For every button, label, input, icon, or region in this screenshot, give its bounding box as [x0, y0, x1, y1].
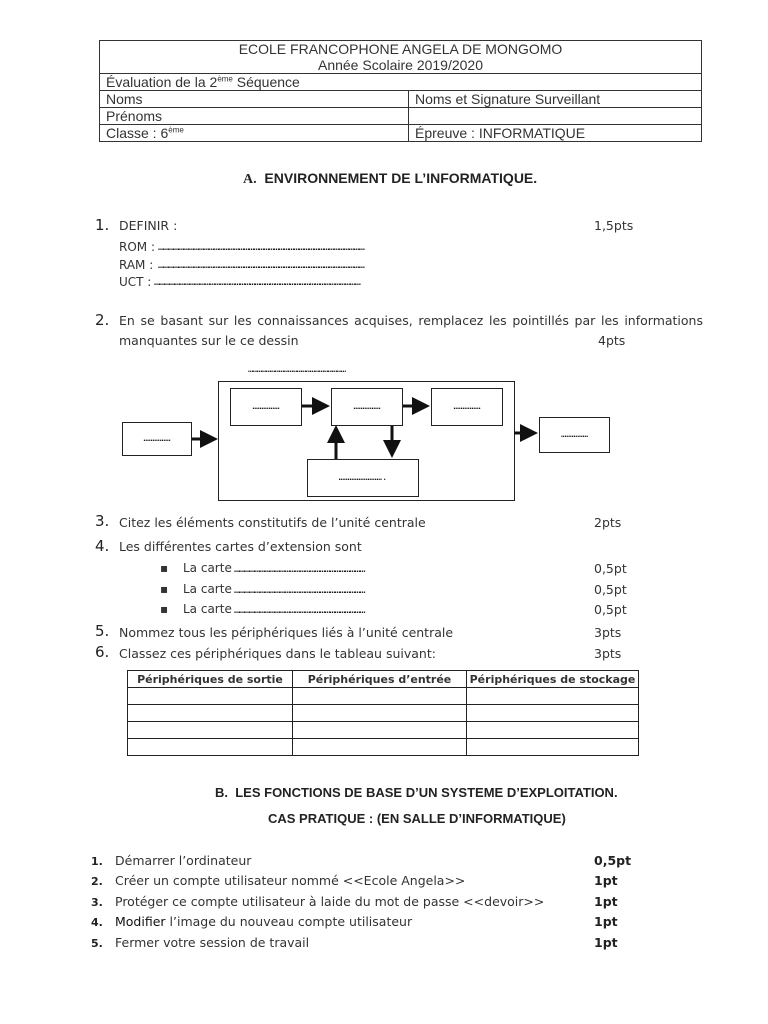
- ram-dots: ……………………………………………………………………………………………………………: [158, 260, 364, 271]
- task-2-text: Créer un compte utilisateur nommé <<Ecole Angela>>: [115, 873, 466, 888]
- task-1-text: Démarrer l’ordinateur: [115, 853, 252, 868]
- table-cell[interactable]: [293, 722, 467, 739]
- card-2-dots: ……………………………………………………………………: [234, 585, 365, 596]
- memory-box: …………………….: [307, 459, 419, 497]
- q3-points: 2pts: [594, 515, 622, 530]
- card-2-label: La carte: [183, 582, 232, 596]
- table-header-row: [128, 671, 639, 688]
- task-4-points: 1pt: [594, 914, 618, 929]
- card-1-dots: ……………………………………………………………………: [234, 564, 365, 575]
- classe-sup: ème: [168, 125, 184, 135]
- bullet-1: ▪: [160, 561, 169, 575]
- epreuve-label: Épreuve : INFORMATIQUE: [415, 125, 586, 141]
- q5-number: 5.: [95, 622, 110, 640]
- task-4-verb: Modifier: [115, 914, 166, 929]
- q5-text: Nommez tous les périphériques liés à l’unité centrale: [119, 625, 454, 640]
- q6-text: Classez ces périphériques dans le tableau suivant:: [119, 646, 436, 661]
- surveillant-label: Noms et Signature Surveillant: [415, 91, 601, 107]
- diagram-top-label: …………………………………………………………: [248, 365, 346, 375]
- task-3-number: 3.: [91, 896, 103, 909]
- task-2-number: 2.: [91, 875, 103, 888]
- table-cell[interactable]: [293, 739, 467, 756]
- section-b-subtitle: CAS PRATIQUE : (EN SALLE D’INFORMATIQUE): [268, 811, 566, 826]
- evaluation-sup: ème: [217, 74, 233, 84]
- table-cell[interactable]: [467, 739, 639, 756]
- table-cell[interactable]: [467, 722, 639, 739]
- card-2-points: 0,5pt: [594, 582, 627, 597]
- q1-number: 1.: [95, 216, 110, 234]
- card-3-points: 0,5pt: [594, 602, 627, 617]
- q6-points: 3pts: [594, 646, 622, 661]
- input-box: ……………: [122, 422, 192, 456]
- evaluation-suffix: Séquence: [232, 74, 300, 90]
- q3-number: 3.: [95, 512, 110, 530]
- task-5-text: Fermer votre session de travail: [115, 935, 310, 950]
- section-b-letter: B.: [215, 785, 228, 800]
- peripherals-table: [127, 670, 639, 756]
- q2-number: 2.: [95, 311, 110, 329]
- q2-line2: manquantes sur le ce dessin: [119, 333, 299, 348]
- section-a-letter: A.: [243, 172, 257, 187]
- section-a-title: ENVIRONNEMENT DE L’INFORMATIQUE.: [264, 170, 538, 186]
- table-row: [128, 705, 639, 722]
- header-output: Périphériques de sortie: [128, 671, 293, 688]
- output-box: ……………: [539, 417, 610, 453]
- section-b-heading: [215, 785, 618, 800]
- ram-label: RAM :: [119, 258, 154, 272]
- q5-points: 3pts: [594, 625, 622, 640]
- table-cell[interactable]: [128, 739, 293, 756]
- q2-line1: En se basant sur les connaissances acquises, remplacez les pointillés par les informations: [119, 313, 703, 328]
- card-1-points: 0,5pt: [594, 561, 627, 576]
- q6-number: 6.: [95, 643, 110, 661]
- task-1-number: 1.: [91, 855, 103, 868]
- task-5-number: 5.: [91, 937, 103, 950]
- noms-label: Noms: [106, 91, 143, 107]
- task-4-number: 4.: [91, 916, 103, 929]
- table-row: [128, 739, 639, 756]
- q1-text: DEFINIR :: [119, 218, 178, 233]
- q1-points: 1,5pts: [594, 218, 634, 233]
- prenoms-label: Prénoms: [106, 108, 163, 124]
- uct-label: UCT :: [119, 275, 152, 289]
- q2-points: 4pts: [598, 333, 626, 348]
- classe-label: Classe : 6: [106, 125, 169, 141]
- header-input: Périphériques d’entrée: [293, 671, 467, 688]
- task-5-points: 1pt: [594, 935, 618, 950]
- q3-text: Citez les éléments constitutifs de l’unité centrale: [119, 515, 426, 530]
- table-cell[interactable]: [467, 688, 639, 705]
- q4-number: 4.: [95, 537, 110, 555]
- rom-label: ROM :: [119, 240, 155, 254]
- uct-dots: ……………………………………………………………………………………………………………: [154, 277, 360, 288]
- task-1-points: 0,5pt: [594, 853, 632, 868]
- table-row: [128, 688, 639, 705]
- card-1-label: La carte: [183, 561, 232, 575]
- card-3-label: La carte: [183, 602, 232, 616]
- table-cell[interactable]: [293, 705, 467, 722]
- box-3: ……………: [431, 388, 503, 426]
- bullet-3: ▪: [160, 602, 169, 616]
- school-year: Année Scolaire 2019/2020: [317, 57, 484, 73]
- table-cell[interactable]: [128, 722, 293, 739]
- evaluation-label: Évaluation de la 2: [106, 74, 218, 90]
- box-1: ……………: [230, 388, 302, 426]
- bullet-2: ▪: [160, 582, 169, 596]
- task-3-text: Protéger ce compte utilisateur à laide du mot de passe <<devoir>>: [115, 894, 545, 909]
- q4-text: Les différentes cartes d’extension sont: [119, 539, 362, 554]
- table-cell[interactable]: [293, 688, 467, 705]
- task-2-points: 1pt: [594, 873, 618, 888]
- table-cell[interactable]: [128, 688, 293, 705]
- header-storage: Périphériques de stockage: [467, 671, 639, 688]
- card-3-dots: ……………………………………………………………………: [234, 605, 365, 616]
- school-name: ECOLE FRANCOPHONE ANGELA DE MONGOMO: [238, 41, 563, 57]
- table-row: [128, 722, 639, 739]
- section-b-title: LES FONCTIONS DE BASE D’UN SYSTEME D’EXPLOITATION.: [235, 785, 618, 800]
- table-cell[interactable]: [467, 705, 639, 722]
- task-4-line: [115, 914, 412, 929]
- task-3-points: 1pt: [594, 894, 618, 909]
- rom-dots: ……………………………………………………………………………………………………………: [158, 242, 364, 253]
- box-2: ……………: [331, 388, 403, 426]
- table-cell[interactable]: [128, 705, 293, 722]
- task-4-text: l’image du nouveau compte utilisateur: [165, 914, 413, 929]
